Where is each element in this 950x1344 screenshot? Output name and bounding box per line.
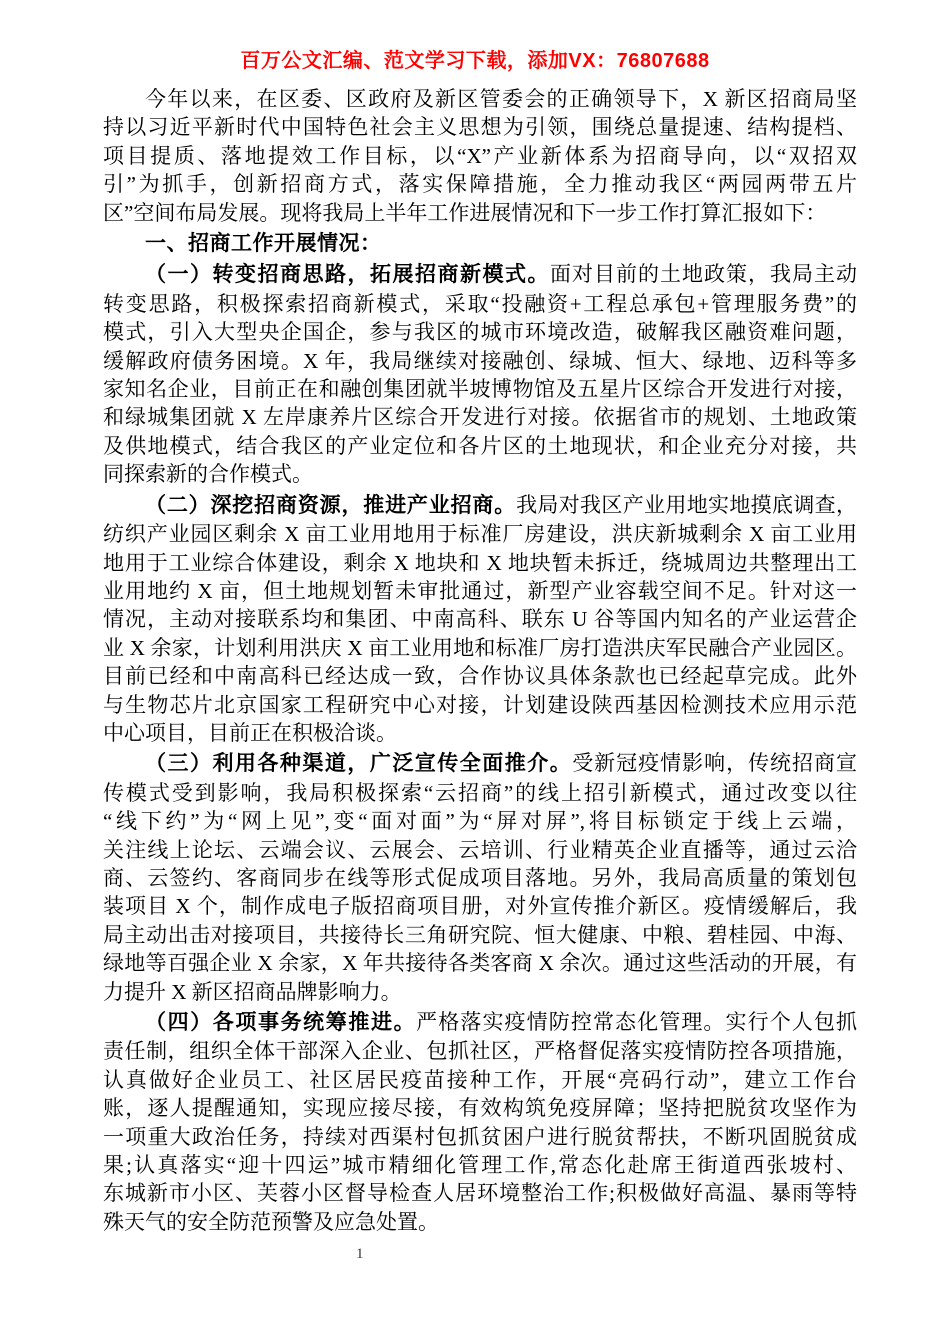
paragraph [103, 749, 857, 1006]
text-line: 装项目 X 个，制作成电子版招商项目册，对外宣传推介新区。疫情缓解后，我 [103, 894, 857, 919]
text-line: 局主动出击对接项目，共接待长三角研究院、恒大健康、中粮、碧桂园、中海、 [103, 922, 857, 947]
bold-run: （四）各项事务统筹推进。 [145, 1011, 417, 1034]
text-line: 传模式受到影响，我局积极探索“云招商”的线上招引新模式，通过改变以往 [103, 780, 857, 805]
bold-run: （二）深挖招商资源，推进产业招商。 [145, 493, 517, 517]
text-line: 和绿城集团就 X 左岸康养片区综合开发进行对接。依据省市的规划、土地政策 [103, 405, 857, 430]
text-line: 力提升 X 新区招商品牌影响力。 [103, 979, 402, 1004]
text-line: 模式，引入大型央企国企，参与我区的城市环境改造，破解我区融资难问题， [103, 320, 857, 345]
text-line: 同探索新的合作模式。 [103, 462, 313, 487]
section-heading [103, 229, 857, 258]
text-line: （四）各项事务统筹推进。严格落实疫情防控常态化管理。实行个人包抓 [145, 1010, 858, 1034]
paragraph [103, 1008, 857, 1236]
text-line: 情况，主动对接联系均和集团、中南高科、联东 U 谷等国内知名的产业运营企 [103, 607, 857, 632]
text-line: （三）利用各种渠道，广泛宣传全面推介。受新冠疫情影响，传统招商宣 [145, 751, 858, 776]
text-line: 商、云签约、客商同步在线等形式促成项目落地。另外，我局高质量的策划包 [103, 865, 857, 890]
text-line: 关注线上论坛、云端会议、云展会、云培训、行业精英企业直播等，通过云洽 [103, 837, 857, 862]
text-line: 今年以来，在区委、区政府及新区管委会的正确领导下，X 新区招商局坚 [145, 87, 857, 111]
text-line: 认真做好企业员工、社区居民疫苗接种工作，开展“亮码行动”，建立工作台 [103, 1067, 857, 1092]
text-line: 东城新市小区、芙蓉小区督导检查人居环境整治工作;积极做好高温、暴雨等特 [103, 1181, 857, 1206]
text-line: 责任制，组织全体干部深入企业、包抓社区，严格督促落实疫情防控各项措施， [103, 1039, 857, 1064]
bold-run: （一）转变招商思路，拓展招商新模式。 [145, 263, 550, 287]
paragraph [103, 85, 857, 227]
text-line: 引”为抓手，创新招商方式，落实保障措施，全力推动我区“两园两带五片 [103, 172, 857, 197]
text-line: 地用于工业综合体建设，剩余 X 地块和 X 地块暂未拆迁，绕城周边共整理出工 [103, 550, 858, 575]
text-line: 殊天气的安全防范预警及应急处置。 [103, 1209, 439, 1234]
text-line: 目前已经和中南高科已经达成一致，合作协议具体条款也已经起草完成。此外 [103, 664, 857, 689]
text-line: 持以习近平新时代中国特色社会主义思想为引领，围绕总量提速、结构提档、 [103, 115, 857, 140]
text-line: 一项重大政治任务，持续对西渠村包抓贫困户进行脱贫帮扶，不断巩固脱贫成 [103, 1124, 857, 1149]
text-line: 及供地模式，结合我区的产业定位和各片区的土地现状，和企业充分对接，共 [103, 433, 857, 458]
text-line: 业 X 余家，计划利用洪庆 X 亩工业用地和标准厂房打造洪庆军民融合产业园区。 [103, 635, 857, 660]
text-line: “线下约”为“网上见”,变“面对面”为“屏对屏”,将目标锁定于线上云端， [103, 809, 857, 834]
text-line: 业用地约 X 亩，但土地规划暂未审批通过，新型产业容载空间不足。针对这一 [103, 578, 857, 603]
bold-run: （三）利用各种渠道，广泛宣传全面推介。 [145, 752, 573, 776]
text-line: 账，逐人提醒通知，实现应接尽接，有效构筑免疫屏障；坚持把脱贫攻坚作为 [103, 1096, 857, 1121]
text-line: 区”空间布局发展。现将我局上半年工作进展情况和下一步工作打算汇报如下： [103, 200, 827, 225]
paragraph [103, 260, 857, 488]
text-line: 缓解政府债务困境。X 年，我局继续对接融创、绿城、恒大、绿地、迈科等多 [103, 348, 857, 373]
text-line: 项目提质、落地提效工作目标，以“X”产业新体系为招商导向，以“双招双 [103, 143, 857, 168]
text-line: （一）转变招商思路，拓展招商新模式。面对目前的土地政策，我局主动 [145, 262, 857, 287]
document-body [103, 85, 857, 1238]
text-line: 纺织产业园区剩余 X 亩工业用地用于标准厂房建设，洪庆新城剩余 X 亩工业用 [103, 522, 857, 547]
text-line: 果;认真落实“迎十四运”城市精细化管理工作,常态化赴席王街道西张坡村、 [103, 1153, 857, 1178]
text-line: 与生物芯片北京国家工程研究中心对接，计划建设陕西基因检测技术应用示范 [103, 692, 857, 717]
promo-banner-text: 百万公文汇编、范文学习下载，添加VX：76807688 [240, 50, 710, 72]
text-line: （二）深挖招商资源，推进产业招商。我局对我区产业用地实地摸底调查， [145, 492, 857, 517]
text-line: 中心项目，目前正在积极洽谈。 [103, 720, 397, 745]
text-line: 家知名企业，目前正在和融创集团就半坡博物馆及五星片区综合开发进行对接， [103, 377, 857, 402]
page-number: 1 [356, 1246, 364, 1262]
bold-run: 一、招商工作开展情况： [145, 232, 382, 256]
text-line [103, 229, 857, 258]
text-line: 转变思路，积极探索招商新模式，采取“投融资+工程总承包+管理服务费”的 [103, 291, 857, 316]
paragraph [103, 491, 857, 748]
text-line: 绿地等百强企业 X 余家，X 年共接待各类客商 X 余次。通过这些活动的开展，有 [103, 951, 857, 976]
